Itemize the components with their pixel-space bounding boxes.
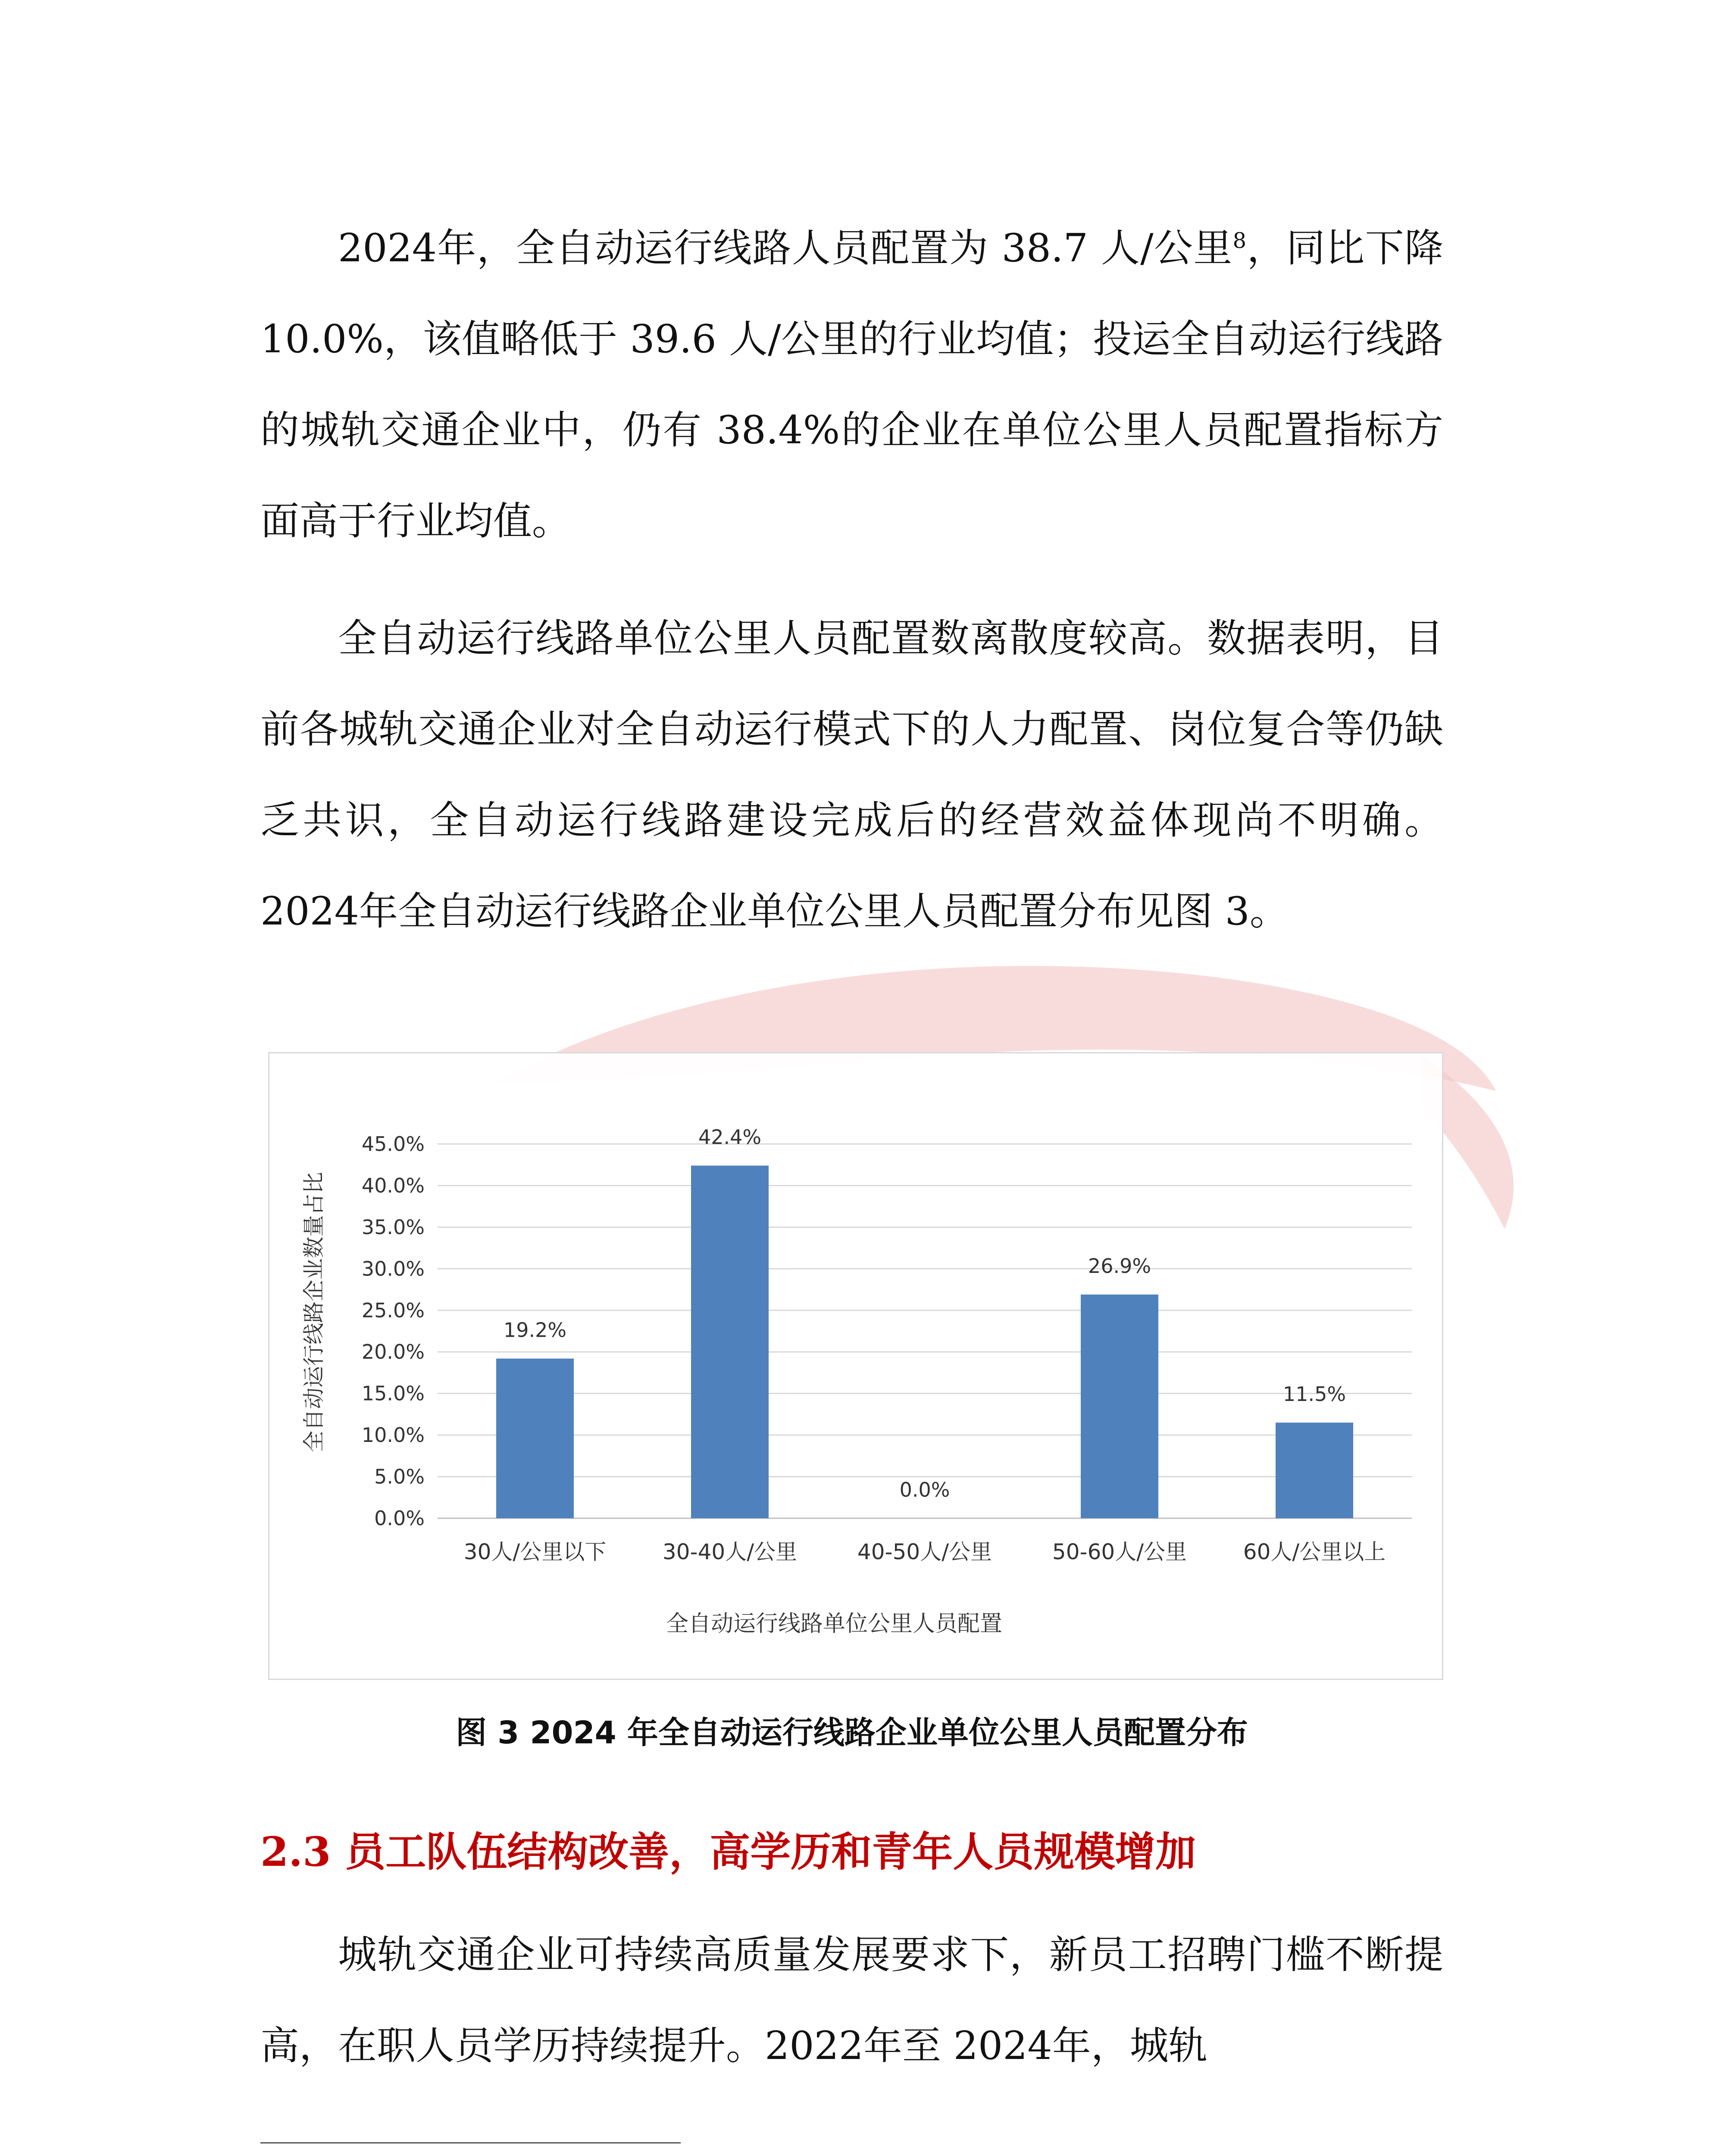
paragraph-dispersion: 全自动运行线路单位公里人员配置数离散度较高。数据表明，目前各城轨交通企业对全自动运行模式下的人力配置、岗位复合等仍缺乏共识，全自动运行线路建设完成后的经营效益体现尚不明确。2024年全自动运行线路企业单位公里人员配置分布见图 3。: [260, 616, 1443, 934]
footnote-reference-8[interactable]: 8: [1232, 228, 1247, 253]
footnote-divider: [260, 2142, 681, 2143]
y-tick-label: 35.0%: [361, 1215, 425, 1239]
x-tick-label: 40-50人/公里: [857, 1539, 992, 1564]
y-tick-label: 10.0%: [361, 1423, 425, 1447]
y-tick-label: 30.0%: [361, 1257, 425, 1281]
section-heading-2-3: 2.3 员工队伍结构改善，高学历和青年人员规模增加: [260, 1828, 1196, 1876]
paragraph-1-text-b: ，同比下降 10.0%，该值略低于 39.6 人/公里的行业均值；投运全自动运行线路的城轨交通企业中，仍有 38.4%的企业在单位公里人员配置指标方面高于行业均值。: [260, 226, 1444, 544]
figure-caption: 图 3 2024 年全自动运行线路企业单位公里人员配置分布: [456, 1714, 1248, 1751]
data-label: 0.0%: [899, 1478, 950, 1501]
y-tick-label: 20.0%: [361, 1340, 425, 1364]
x-tick-label: 60人/公里以上: [1243, 1539, 1386, 1564]
bar-chart: [269, 1053, 1442, 1679]
x-tick-label: 30-40人/公里: [662, 1539, 798, 1564]
x-tick-label: 50-60人/公里: [1052, 1539, 1187, 1564]
y-tick-label: 0.0%: [374, 1507, 425, 1530]
paragraph-1-text-a: 2024年，全自动运行线路人员配置为 38.7 人/公里: [338, 226, 1233, 271]
bar-4[interactable]: [1081, 1294, 1158, 1518]
data-label: 11.5%: [1282, 1382, 1346, 1406]
x-axis-title: 全自动运行线路单位公里人员配置: [666, 1611, 1003, 1637]
bar-5[interactable]: [1276, 1423, 1353, 1518]
footnote-8: [260, 2154, 1443, 2156]
data-label: 19.2%: [503, 1318, 567, 1342]
data-label: 26.9%: [1088, 1254, 1151, 1278]
chart-figure-3: [268, 1052, 1443, 1680]
x-tick-label: 30人/公里以下: [463, 1539, 607, 1564]
y-tick-label: 25.0%: [361, 1298, 425, 1322]
paragraph-staffing-2024: [260, 203, 1443, 567]
data-label: 42.4%: [698, 1125, 762, 1149]
y-tick-label: 45.0%: [361, 1132, 425, 1156]
bar-2[interactable]: [691, 1166, 769, 1518]
y-tick-label: 5.0%: [374, 1465, 425, 1489]
paragraph-education: 城轨交通企业可持续高质量发展要求下，新员工招聘门槛不断提高，在职人员学历持续提升。2022年至 2024年，城轨: [260, 1932, 1443, 2068]
y-tick-label: 15.0%: [361, 1382, 425, 1405]
y-axis-title: 全自动运行线路企业数量占比: [301, 1172, 326, 1452]
bar-1[interactable]: [496, 1359, 574, 1518]
y-tick-label: 40.0%: [361, 1174, 425, 1197]
